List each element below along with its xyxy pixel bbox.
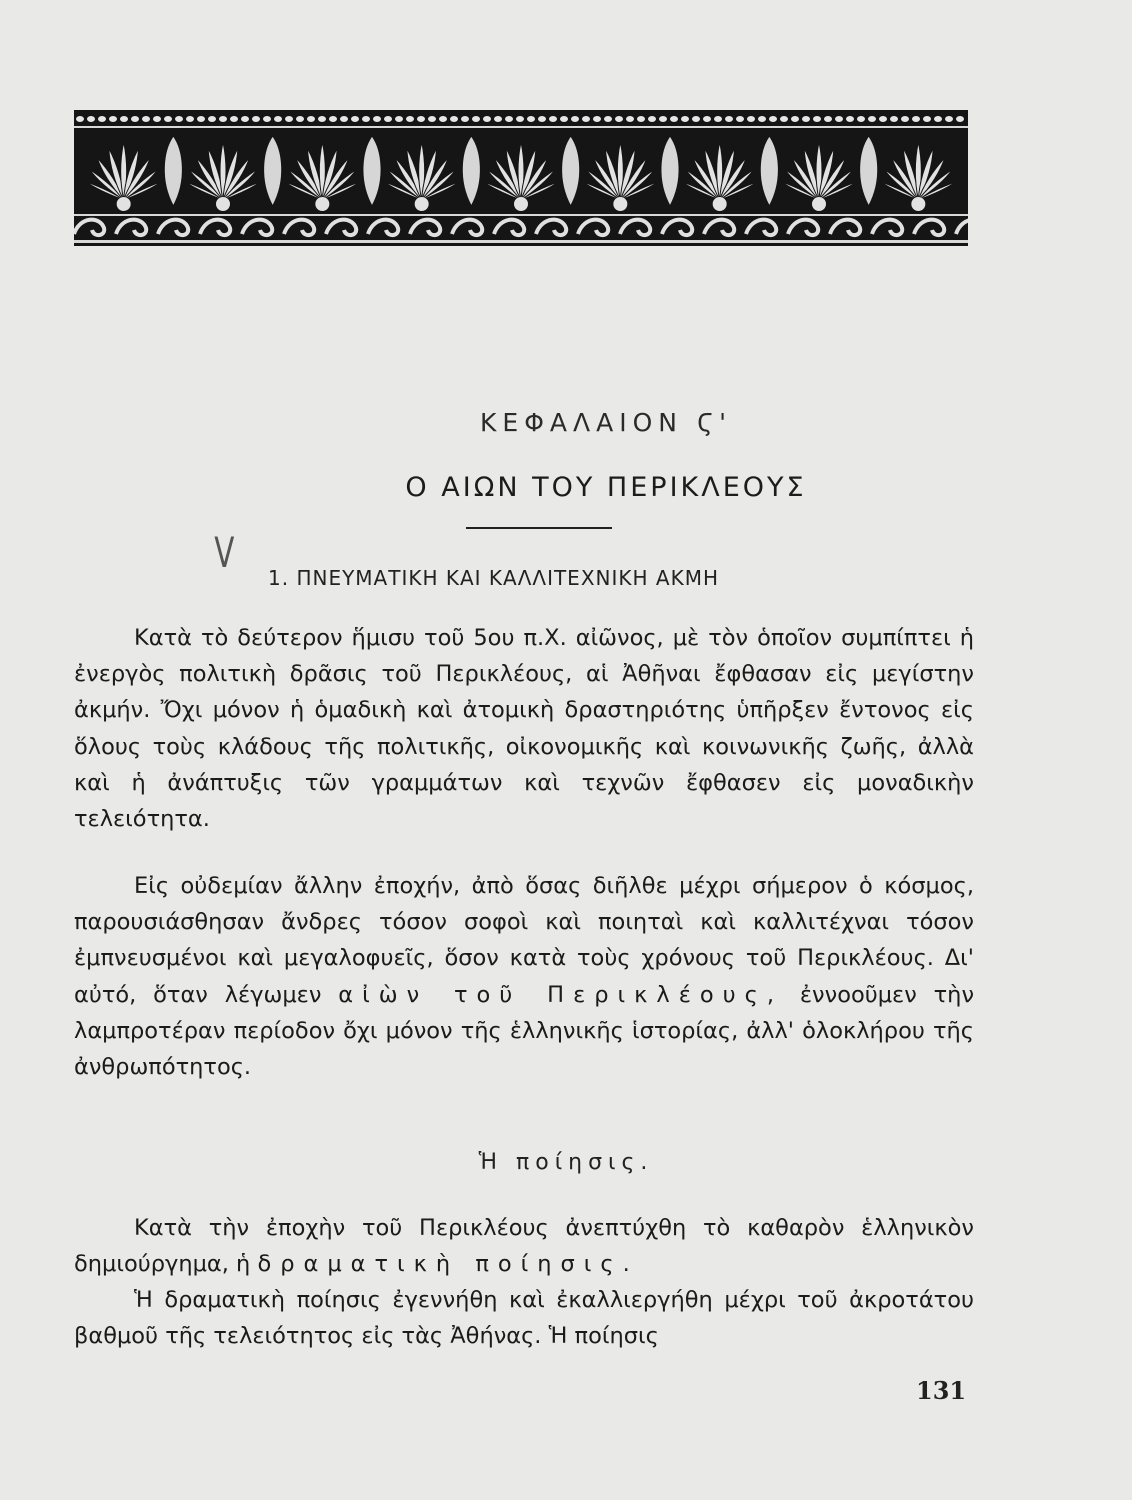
paragraph-4	[74, 1282, 974, 1354]
title-divider	[466, 527, 612, 529]
paragraph-3-text	[74, 1210, 974, 1282]
anthemion-ornament-band	[74, 110, 968, 246]
margin-pencil-mark: V	[214, 528, 235, 577]
paragraph-1-text: Κατὰ τὸ δεύτερον ἥμισυ τοῦ 5ου π.Χ. αἰῶνος, μὲ τὸν ὁποῖον συμπίπτει ἡ ἐνεργὸς πολιτικὴ δρᾶσις τοῦ Περικλέους, αἱ Ἀθῆναι ἔφθασαν εἰς μεγίστην ἀκμήν. Ὄχι μόνον ἡ ὁμαδικὴ καὶ ἀτομικὴ δραστηριότης ὑπῆρξεν ἔντονος εἰς ὅλους τοὺς κλάδους τῆς πολιτικῆς, οἰκονομικῆς καὶ κοινωνικῆς ζωῆς, ἀλλὰ καὶ ἡ ἀνάπτυξις τῶν γραμμάτων καὶ τεχνῶν ἔφθασεν εἰς μοναδικὴν τελειότητα.	[74, 625, 974, 833]
paragraph-4-text: Ἡ δραματικὴ ποίησις ἐγεννήθη καὶ ἐκαλλιεργήθη μέχρι τοῦ ἀκροτάτου βαθμοῦ τῆς τελειότητος εἰς τὰς Ἀθήνας. Ἡ ποίησις	[74, 1287, 974, 1350]
paragraph-2-emphasis: αἰὼν τοῦ Περικλέους,	[338, 981, 784, 1008]
page-number: 131	[916, 1376, 967, 1405]
paragraph-3	[74, 1210, 974, 1282]
paragraph-1	[74, 620, 974, 837]
paragraph-2-start: Εἰς οὐδεμίαν ἄλλην ἐποχήν, ἀπὸ ὅσας διῆλθε μέχρι σήμερον ὁ κόσμος, παρουσιάσθησαν ἄνδρες τόσον σοφοὶ καὶ ποιηταὶ καὶ καλλιτέχναι τόσον ἐμπνευσμένοι καὶ μεγαλοφυεῖς, ὅσον κατὰ τοὺς χρόνους τοῦ Περικλέους. Δι' αὐτό, ὅταν λέγωμεν	[74, 873, 974, 1008]
paragraph-2-text	[74, 868, 974, 1085]
paragraph-3-start: Κατὰ τὴν ἐποχὴν τοῦ Περικλέους ἀνεπτύχθη τὸ καθαρὸν ἑλληνικὸν δημιούργημα, ἡ	[74, 1215, 974, 1278]
paragraph-3-emphasis: δραματικὴ ποίησις.	[257, 1251, 639, 1278]
chapter-label: ΚΕΦΑΛΑΙΟΝ Ϛ'	[480, 408, 732, 437]
palmette-frieze-illustration	[74, 110, 968, 246]
subheading-poetry: Ἡ ποίησις.	[478, 1150, 654, 1175]
paragraph-2	[74, 868, 974, 1085]
section-heading: 1. ΠΝΕΥΜΑΤΙΚΗ ΚΑΙ ΚΑΛΛΙΤΕΧΝΙΚΗ ΑΚΜΗ	[268, 566, 719, 590]
paragraph-2-end: ἐννοοῦμεν τὴν λαμπροτέραν περίοδον ὄχι μόνον τῆς ἑλληνικῆς ἱστορίας, ἀλλ' ὁλοκλήρου τῆς ἀνθρωπότητος.	[74, 981, 975, 1081]
chapter-title: Ο ΑΙΩΝ ΤΟΥ ΠΕΡΙΚΛΕΟΥΣ	[405, 472, 807, 503]
